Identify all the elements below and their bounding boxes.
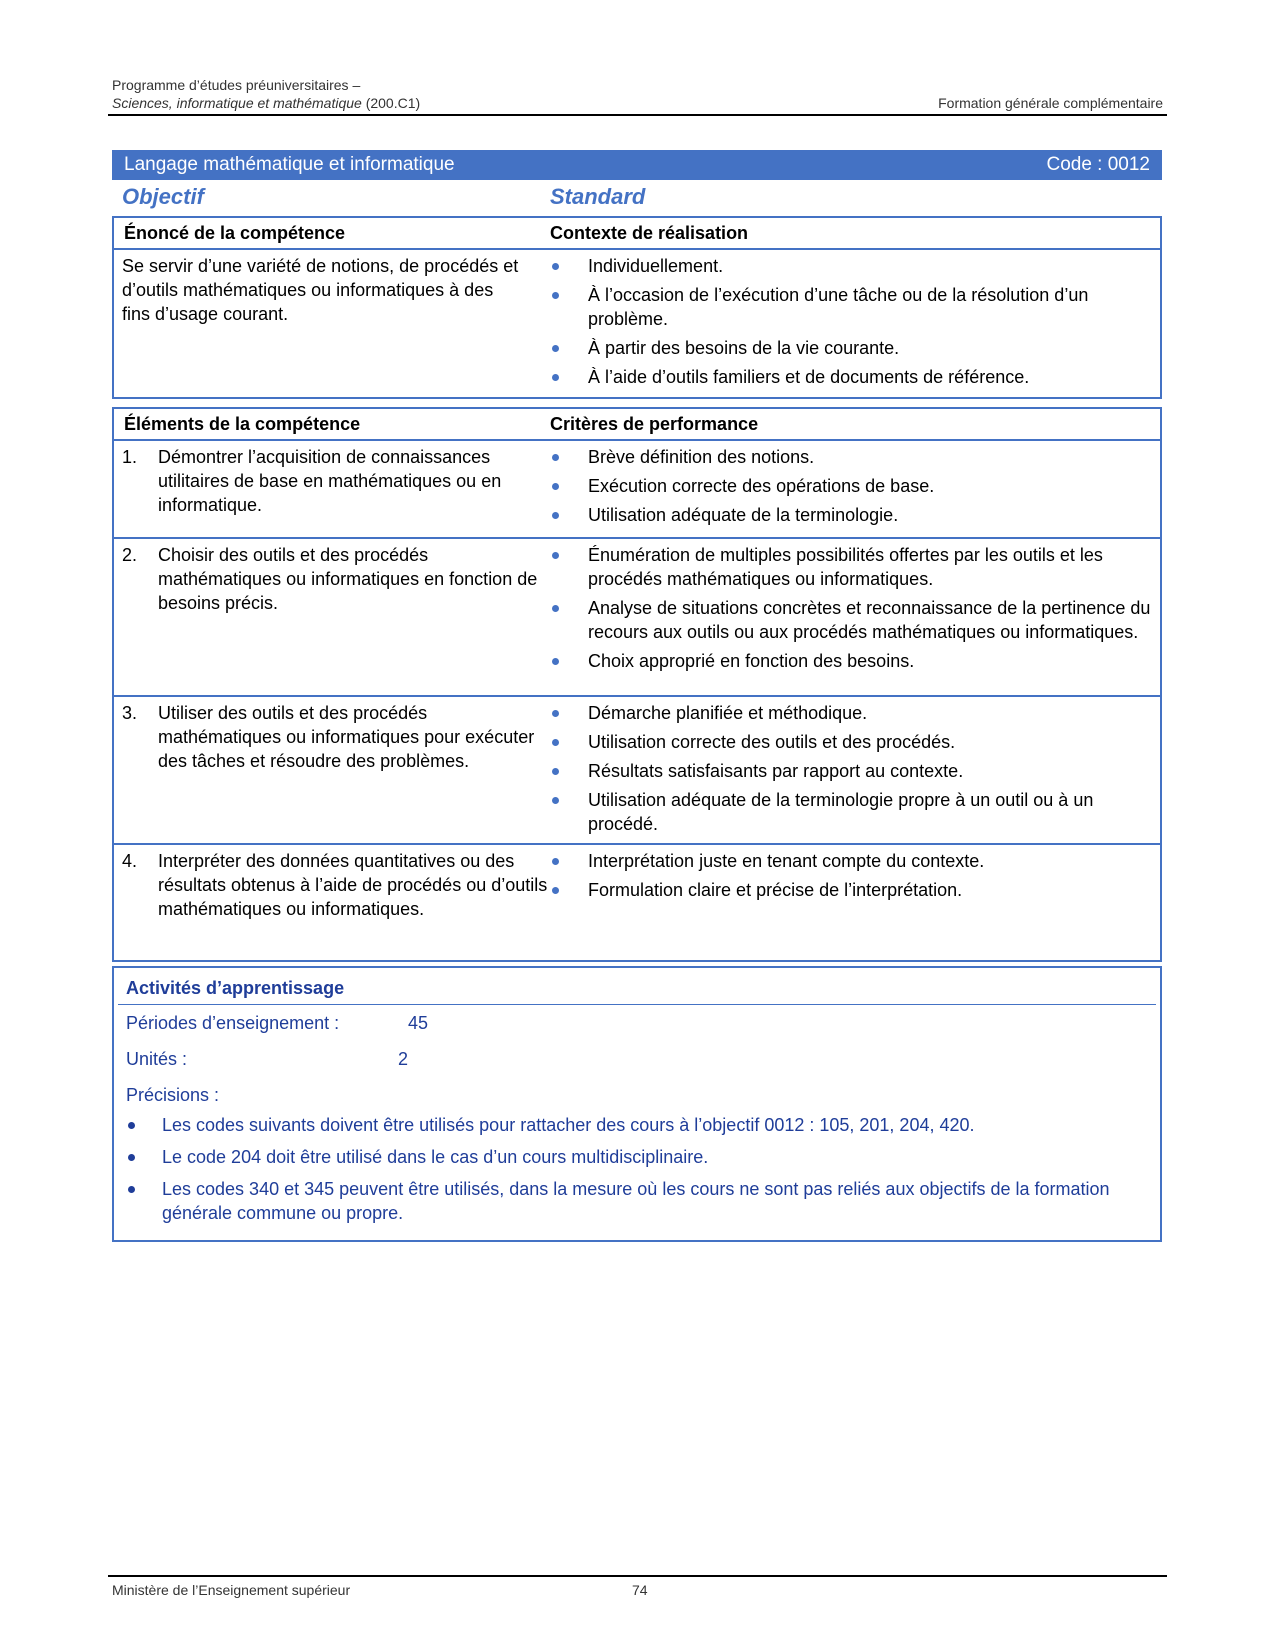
list-item: Énumération de multiples possibilités offertes par les outils et les procédés mathématiques ou informatiques. — [550, 543, 1160, 591]
page-header — [112, 76, 1163, 112]
element-description: Démontrer l’acquisition de connaissances utilitaires de base en mathématiques ou en informatique. — [158, 447, 502, 515]
element-description: Utiliser des outils et des procédés mathématiques ou informatiques pour exécuter des tâches et résoudre des problèmes. — [158, 703, 535, 771]
element-number: 2. — [122, 545, 138, 565]
list-item: Interprétation juste en tenant compte du contexte. — [550, 849, 1160, 873]
subtitles — [122, 184, 1162, 214]
header-right: Formation générale complémentaire — [938, 95, 1163, 111]
criteres-header: Critères de performance — [550, 414, 759, 434]
page-footer — [112, 1582, 652, 1598]
list-item: À l’aide d’outils familiers et de documents de référence. — [550, 365, 1160, 389]
periodes-line — [118, 1005, 1156, 1041]
enonce-text: Se servir d’une variété de notions, de procédés et d’outils mathématiques ou informatiques à des fins d’usage courant. — [122, 256, 519, 324]
title-bar — [112, 150, 1162, 180]
list-item: À l’occasion de l’exécution d’une tâche ou de la résolution d’un problème. — [550, 283, 1160, 331]
list-item: Exécution correcte des opérations de base. — [550, 474, 1160, 498]
list-item: Brève définition des notions. — [550, 445, 1160, 469]
program-line-2 — [112, 94, 420, 112]
unites-value: 2 — [398, 1049, 409, 1069]
list-item: Les codes suivants doivent être utilisés pour rattacher des cours à l’objectif 0012 : 105, 201, 204, 420. — [126, 1113, 1150, 1137]
ministry-name: Ministère de l’Enseignement supérieur — [112, 1582, 351, 1598]
enonce-row — [114, 250, 1160, 399]
program-code: (200.C1) — [361, 95, 421, 111]
element-description: Choisir des outils et des procédés mathématiques ou informatiques en fonction de besoins précis. — [158, 545, 538, 613]
list-item: À partir des besoins de la vie courante. — [550, 336, 1160, 360]
course-title: Langage mathématique et informatique — [124, 154, 455, 175]
list-item: Choix approprié en fonction des besoins. — [550, 649, 1160, 673]
element-text — [122, 701, 548, 773]
table-row — [114, 441, 1160, 537]
unites-line — [118, 1041, 1156, 1077]
contexte-header: Contexte de réalisation — [550, 223, 749, 243]
list-item: Résultats satisfaisants par rapport au contexte. — [550, 759, 1160, 783]
periodes-label: Périodes d’enseignement : — [126, 1013, 340, 1033]
elements-table-header — [114, 409, 1160, 441]
list-item: Analyse de situations concrètes et reconnaissance de la pertinence du recours aux outils ou aux procédés mathématiques ou informatiques. — [550, 596, 1160, 644]
contexte-list — [550, 254, 1160, 389]
list-item: Formulation claire et précise de l’interprétation. — [550, 878, 1160, 902]
footer-rule — [108, 1575, 1167, 1577]
element-number: 4. — [122, 851, 138, 871]
page-number: 74 — [632, 1582, 648, 1598]
table-row — [114, 843, 1160, 953]
list-item: Utilisation correcte des outils et des procédés. — [550, 730, 1160, 754]
table-row — [114, 537, 1160, 695]
list-item: Le code 204 doit être utilisé dans le cas d’un cours multidisciplinaire. — [126, 1145, 1150, 1169]
unites-label: Unités : — [126, 1049, 188, 1069]
enonce-table-header — [114, 218, 1160, 250]
header-rule — [108, 114, 1167, 116]
list-item: Les codes 340 et 345 peuvent être utilisés, dans la mesure où les cours ne sont pas reliés aux objectifs de la formation générale commune ou propre. — [126, 1177, 1150, 1225]
list-item: Utilisation adéquate de la terminologie. — [550, 503, 1160, 527]
element-number: 1. — [122, 447, 138, 467]
periodes-value: 45 — [408, 1013, 429, 1033]
standard-heading: Standard — [550, 184, 646, 209]
enonce-header: Énoncé de la compétence — [124, 223, 346, 243]
element-description: Interpréter des données quantitatives ou des résultats obtenus à l’aide de procédés ou d’outils mathématiques ou informatiques. — [158, 851, 548, 919]
table-row — [114, 695, 1160, 843]
enonce-table — [112, 216, 1162, 399]
criteres-list — [550, 543, 1160, 673]
precisions-label: Précisions : — [126, 1085, 220, 1105]
activites-title: Activités d’apprentissage — [118, 972, 1156, 1005]
elements-table — [112, 407, 1162, 962]
objectif-heading: Objectif — [122, 184, 204, 209]
list-item: Utilisation adéquate de la terminologie propre à un outil ou à un procédé. — [550, 788, 1160, 836]
course-code: Code : 0012 — [1046, 154, 1150, 175]
program-line-1: Programme d’études préuniversitaires – — [112, 77, 361, 93]
element-text — [122, 543, 548, 615]
list-item: Individuellement. — [550, 254, 1160, 278]
activites-box — [112, 966, 1162, 1242]
list-item: Démarche planifiée et méthodique. — [550, 701, 1160, 725]
element-number: 3. — [122, 703, 138, 723]
element-text — [122, 849, 548, 921]
criteres-list — [550, 849, 1160, 902]
criteres-list — [550, 701, 1160, 836]
program-name: Sciences, informatique et mathématique — [112, 95, 362, 111]
elements-header: Éléments de la compétence — [124, 414, 361, 434]
criteres-list — [550, 445, 1160, 527]
precisions-list — [118, 1113, 1156, 1225]
element-text — [122, 445, 548, 517]
